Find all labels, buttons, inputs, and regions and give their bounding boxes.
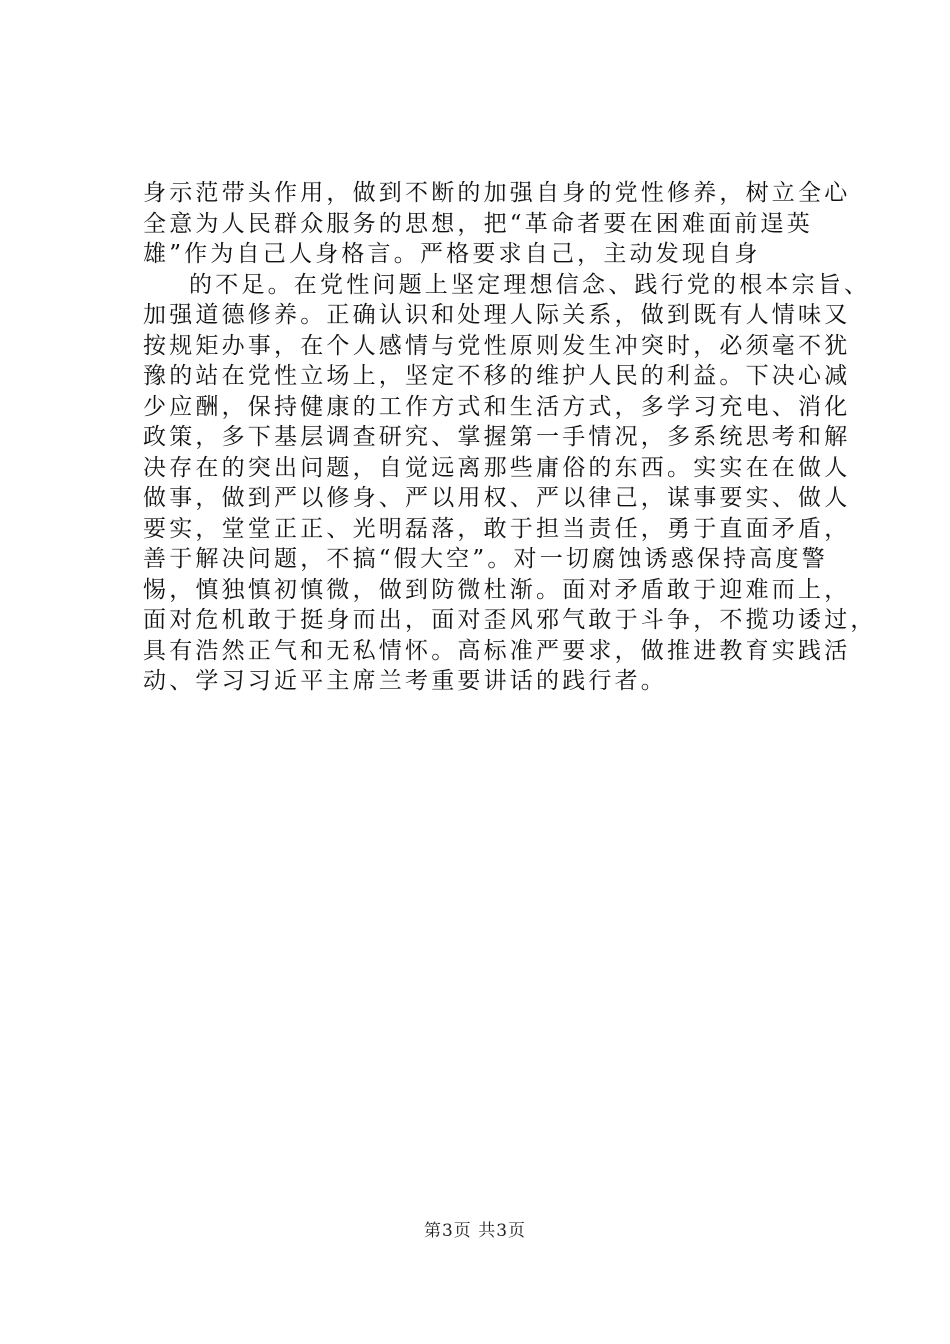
page-number-footer: 第3页 共3页 bbox=[423, 1221, 527, 1241]
text-line: 动、学习习近平主席兰考重要讲话的践行者。 bbox=[143, 668, 667, 694]
text-line: 雄”作为自己人身格言。严格要求自己，主动发现自身 bbox=[143, 241, 761, 267]
text-line: 惕，慎独慎初慎微，做到防微杜渐。面对矛盾敢于迎难而上， bbox=[143, 576, 851, 603]
text-line: 豫的站在党性立场上，坚定不移的维护人民的利益。下决心减 bbox=[143, 363, 851, 389]
text-line: 具有浩然正气和无私情怀。高标准严要求，做推进教育实践活 bbox=[143, 637, 851, 664]
text-line: 做事，做到严以修身、严以用权、严以律己，谋事要实、做人 bbox=[143, 485, 851, 511]
text-line: 决存在的突出问题，自觉远离那些庸俗的东西。实实在在做人 bbox=[143, 454, 851, 481]
text-line: 加强道德修养。正确认识和处理人际关系，做到既有人情味又 bbox=[143, 302, 851, 328]
text-line: 政策，多下基层调查研究、掌握第一手情况，多系统思考和解 bbox=[143, 424, 851, 450]
text-line: 的不足。在党性问题上坚定理想信念、践行党的根本宗旨、 bbox=[189, 271, 871, 298]
text-line: 少应酬，保持健康的工作方式和生活方式，多学习充电、消化 bbox=[143, 393, 851, 420]
text-line: 按规矩办事，在个人感情与党性原则发生冲突时，必须毫不犹 bbox=[143, 332, 851, 359]
text-line: 全意为人民群众服务的思想，把“革命者要在困难面前逞英 bbox=[143, 210, 813, 237]
text-line: 善于解决问题，不搞“假大空”。对一切腐蚀诱惑保持高度警 bbox=[143, 546, 828, 572]
text-line: 面对危机敢于挺身而出，面对歪风邪气敢于斗争，不揽功诿过， bbox=[143, 607, 877, 633]
text-line: 身示范带头作用，做到不断的加强自身的党性修养，树立全心 bbox=[143, 180, 851, 206]
text-line: 要实，堂堂正正、光明磊落，敢于担当责任，勇于直面矛盾， bbox=[143, 515, 851, 542]
body-text bbox=[143, 178, 877, 697]
